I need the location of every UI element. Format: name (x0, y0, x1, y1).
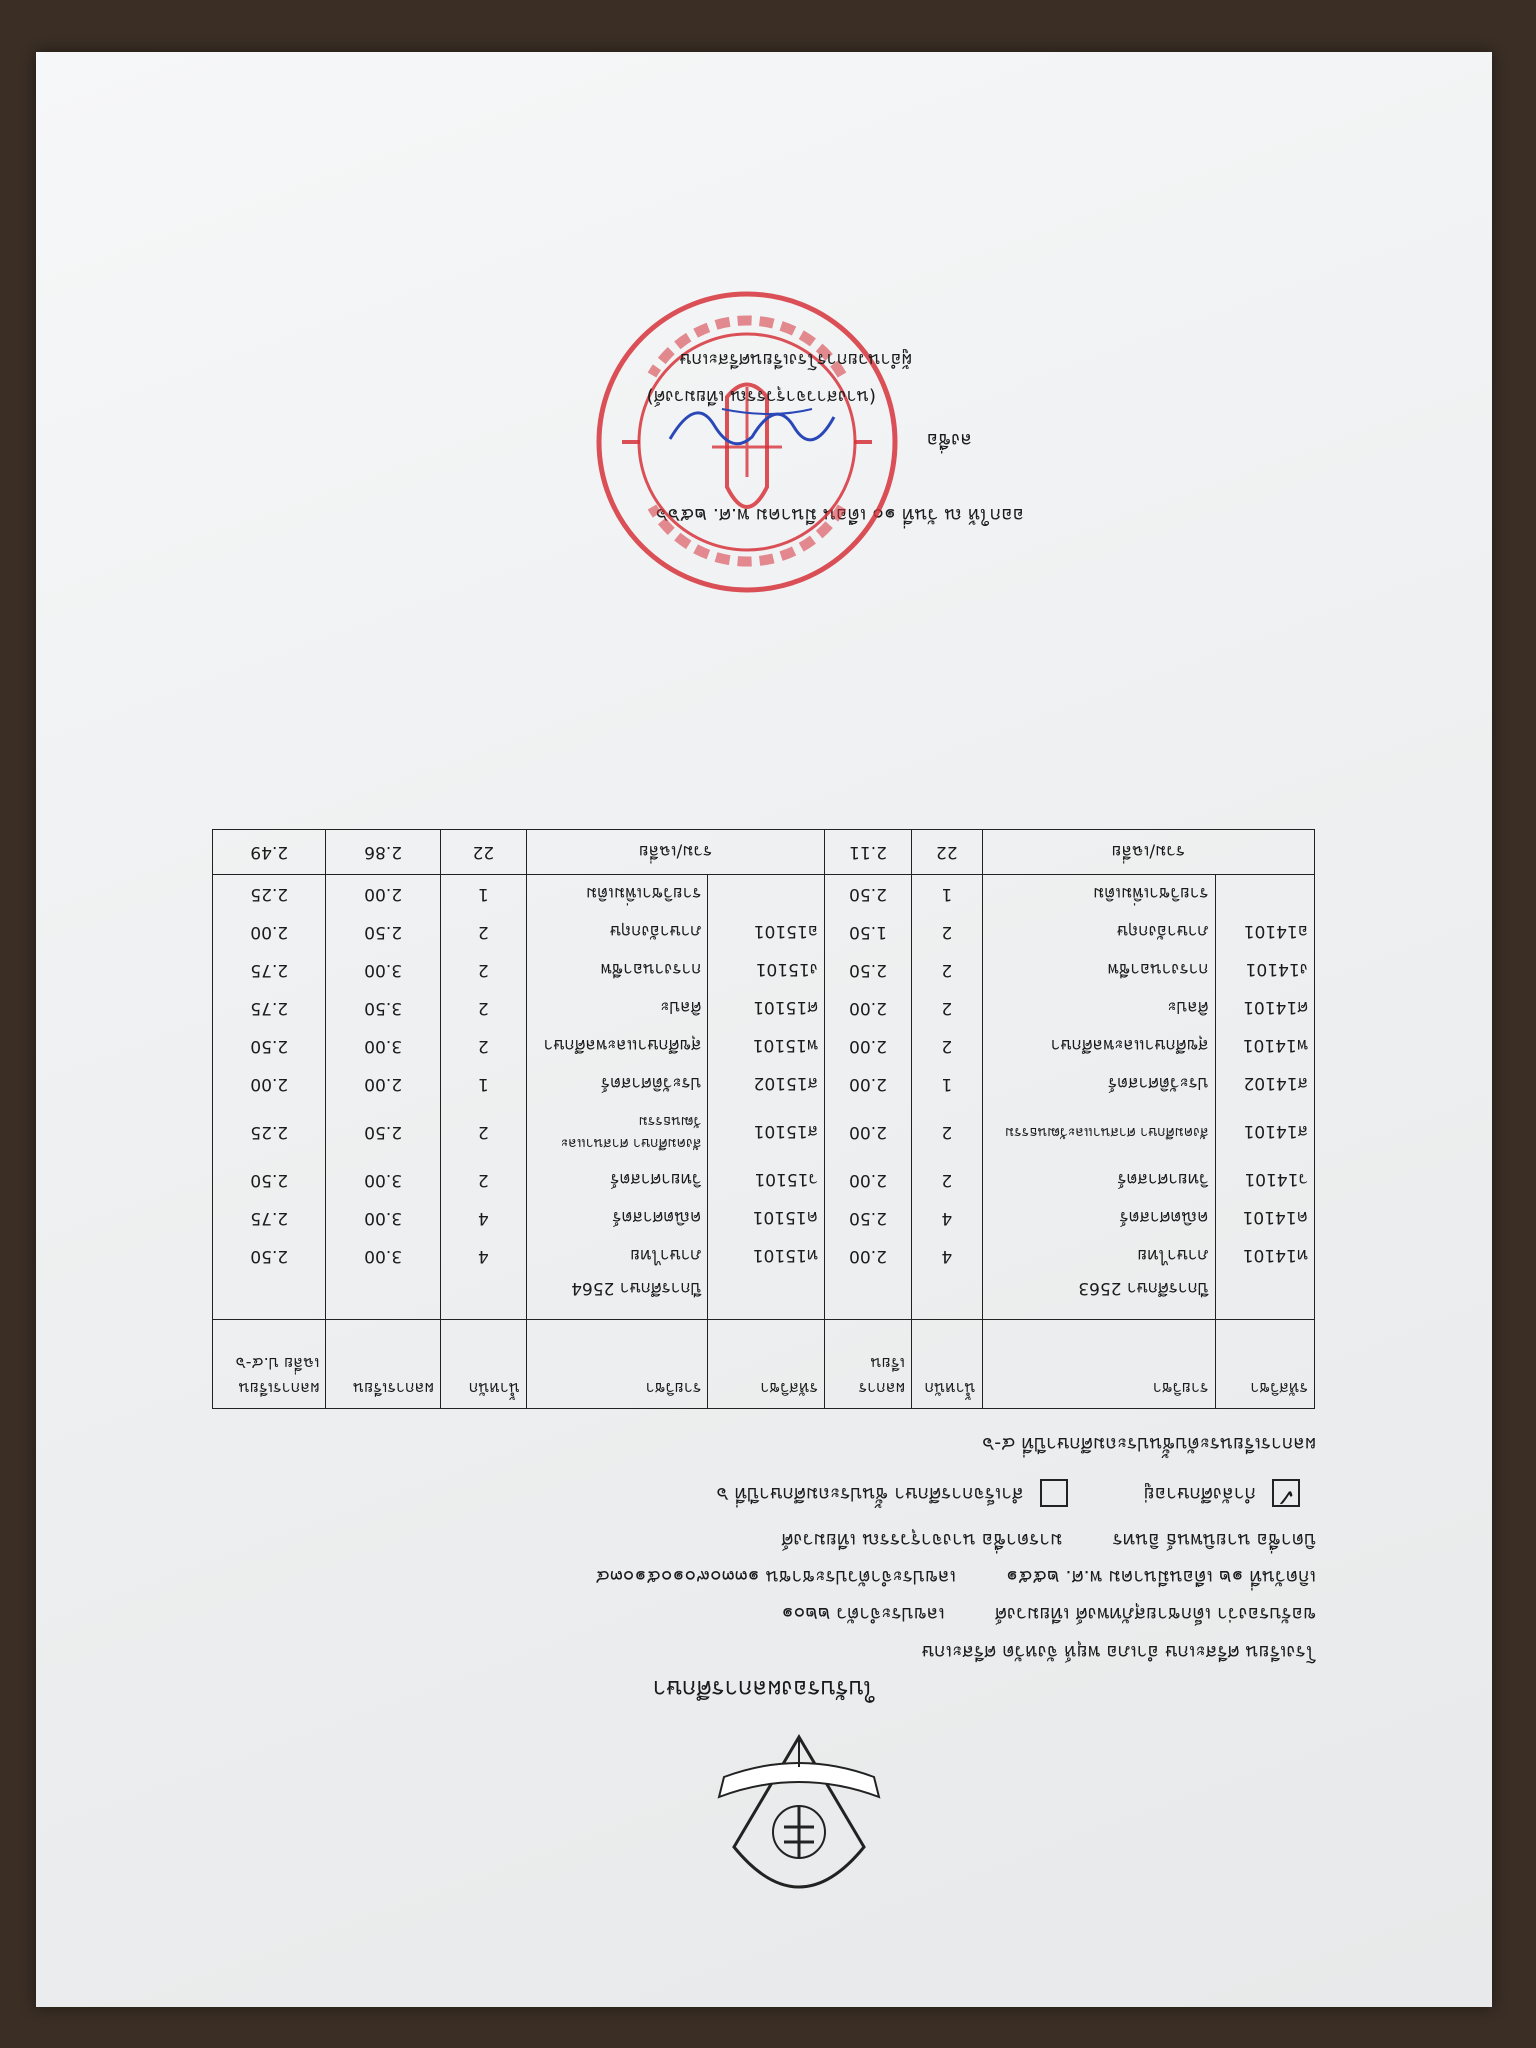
cell-grade-2: 3.00 (326, 1237, 440, 1275)
cell-average: 2.50 (213, 1027, 326, 1065)
term-label-left: ปีการศึกษา 2563 (982, 1275, 1215, 1320)
cell-weight-2: 2 (440, 1161, 526, 1199)
cell-average: 2.75 (213, 989, 326, 1027)
student-line (782, 1599, 1316, 1629)
cell-weight-1: 2 (911, 1027, 982, 1065)
table-row (213, 1027, 1315, 1065)
signer-role: ผู้อำนวยการโรงเรียนศรีสะเกษ (679, 349, 912, 370)
cell-subject-2: คณิตศาสตร์ (526, 1199, 708, 1237)
summary-grade-2: 2.86 (326, 830, 440, 875)
cell-average: 2.75 (213, 951, 326, 989)
cell-subject-2: วิทยาศาสตร์ (526, 1161, 708, 1199)
header-weight-1: น้ำหนัก (911, 1320, 982, 1409)
cell-code-2: ส15101 (708, 1103, 825, 1161)
birth-date: เกิดวันที่ ๑๒ เดือนมีนาคม พ.ศ. ๒๕๕๑ (1006, 1566, 1316, 1588)
cell-code-1: ค14101 (1215, 1199, 1314, 1237)
cell-weight-1: 2 (911, 913, 982, 951)
birth-line (595, 1562, 1316, 1592)
cell-grade-1: 2.50 (825, 951, 912, 989)
summary-label-right: รวม/เฉลี่ย (526, 830, 824, 875)
cell-weight-2: 2 (440, 1103, 526, 1161)
cell-grade-2: 3.50 (326, 989, 440, 1027)
status-options (646, 1479, 1300, 1509)
cell-average: 2.00 (213, 1065, 326, 1103)
cell-subject-1: การงานอาชีพ (982, 951, 1215, 989)
cell-average: 2.00 (213, 913, 326, 951)
cell-average: 2.25 (213, 1103, 326, 1161)
cell-subject-1: ภาษาไทย (982, 1237, 1215, 1275)
summary-weight-2: 22 (440, 830, 526, 875)
issue-date: ออกให้ ณ วันที่ ๑๐ เดือน มีนาคม พ.ศ. ๒๕๖๖ (655, 504, 1024, 526)
cell-subject-2: สังคมศึกษา ศาสนาและวัฒนธรรม (526, 1103, 708, 1161)
cell-subject-1: ประวัติศาสตร์ (982, 1065, 1215, 1103)
cell-grade-1: 2.00 (825, 1103, 912, 1161)
cell-code-2: ศ15101 (708, 989, 825, 1027)
cell-average: 2.50 (213, 1237, 326, 1275)
cell-weight-2: 2 (440, 1027, 526, 1065)
header-grade-2: ผลการเรียน (326, 1320, 440, 1409)
cell-weight-1: 4 (911, 1199, 982, 1237)
table-row (213, 1161, 1315, 1199)
header-grade-1: ผลการเรียน (825, 1320, 912, 1409)
cell-subject-2: ภาษาไทย (526, 1237, 708, 1275)
cell-code-1: อ14101 (1215, 913, 1314, 951)
completed-label: สำเร็จการศึกษา ชั้นประถมศึกษาปีที่ ๖ (716, 1483, 1024, 1505)
header-subject-2: รายวิชา (526, 1320, 708, 1409)
cell-code-2 (708, 875, 825, 914)
cell-code-1: ท14101 (1215, 1237, 1314, 1275)
cell-average: 2.75 (213, 1199, 326, 1237)
cell-subject-1: ศิลปะ (982, 989, 1215, 1027)
cell-subject-2: สุขศึกษาและพลศึกษา (526, 1027, 708, 1065)
cell-code-2: ค15101 (708, 1199, 825, 1237)
header-subject-1: รายวิชา (982, 1320, 1215, 1409)
cell-grade-1: 2.50 (825, 1199, 912, 1237)
header-code-2: รหัสวิชา (708, 1320, 825, 1409)
cell-weight-2: 4 (440, 1237, 526, 1275)
cell-code-2: ท15101 (708, 1237, 825, 1275)
cell-code-1: ส14101 (1215, 1103, 1314, 1161)
studying-checkbox (1272, 1480, 1300, 1508)
cell-weight-1: 2 (911, 1103, 982, 1161)
table-row (213, 875, 1315, 914)
cell-grade-1: 1.50 (825, 913, 912, 951)
school-emblem-icon (714, 1727, 884, 1917)
term-row (213, 1275, 1315, 1320)
document-title: ใบรับรองผลการศึกษา (652, 1675, 876, 1703)
cell-subject-1: วิทยาศาสตร์ (982, 1161, 1215, 1199)
cell-grade-2: 3.00 (326, 1161, 440, 1199)
signer-name: (นางสาวจารุวรรณ เทียมวงศ์) (646, 386, 876, 407)
school-line: โรงเรียน ศรีสะเกษ อำเภอ พยุห์ จังหวัด ศรีสะเกษ (921, 1641, 1316, 1663)
cell-code-2: อ15101 (708, 913, 825, 951)
summary-row (213, 830, 1315, 875)
cell-code-2: ว15101 (708, 1161, 825, 1199)
cell-grade-1: 2.50 (825, 875, 912, 914)
table-row (213, 1065, 1315, 1103)
student-name: ขอรับรองว่า เด็กชายสุภัทพงศ์ เทียมวงศ์ (994, 1603, 1316, 1625)
studying-label: กำลังศึกษาอยู่ (1143, 1483, 1256, 1505)
cell-code-1: ว14101 (1215, 1161, 1314, 1199)
cell-subject-1: สุขศึกษาและพลศึกษา (982, 1027, 1215, 1065)
cell-subject-1: ภาษาอังกฤษ (982, 913, 1215, 951)
cell-subject-2: ภาษาอังกฤษ (526, 913, 708, 951)
header-average: ผลการเรียนเฉลี่ย ป.๔-๖ (213, 1320, 326, 1409)
cell-grade-1: 2.00 (825, 1237, 912, 1275)
completed-checkbox (1040, 1480, 1068, 1508)
grades-table (212, 829, 1315, 1409)
cell-subject-2: รายวิชาเพิ่มเติม (526, 875, 708, 914)
table-row (213, 1199, 1315, 1237)
cell-code-1: ส14102 (1215, 1065, 1314, 1103)
header-code-1: รหัสวิชา (1215, 1320, 1314, 1409)
cell-grade-2: 2.00 (326, 1065, 440, 1103)
table-row (213, 951, 1315, 989)
cell-weight-2: 1 (440, 1065, 526, 1103)
cell-code-1: ศ14101 (1215, 989, 1314, 1027)
summary-weight-1: 22 (911, 830, 982, 875)
cell-grade-1: 2.00 (825, 1161, 912, 1199)
cell-grade-2: 2.00 (326, 875, 440, 914)
cell-weight-2: 1 (440, 875, 526, 914)
cell-subject-2: ประวัติศาสตร์ (526, 1065, 708, 1103)
cell-weight-1: 2 (911, 989, 982, 1027)
citizen-id: เลขประจำตัวประชาชน ๑๓๓๐๙๐๑๐๕๑๐๓๔ (595, 1566, 957, 1588)
parents-line (781, 1525, 1316, 1555)
cell-weight-1: 1 (911, 1065, 982, 1103)
table-caption: ผลการเรียนระดับชั้นประถมศึกษาปีที่ ๔-๖ (982, 1433, 1316, 1455)
cell-code-2: ง15101 (708, 951, 825, 989)
mother-name: มารดาชื่อ นางจารุวรรณ เทียมวงศ์ (781, 1529, 1063, 1551)
cell-grade-2: 3.00 (326, 951, 440, 989)
cell-grade-1: 2.00 (825, 989, 912, 1027)
summary-grade-1: 2.11 (825, 830, 912, 875)
table-row (213, 1103, 1315, 1161)
cell-grade-2: 2.50 (326, 913, 440, 951)
term-label-right: ปีการศึกษา 2564 (526, 1275, 708, 1320)
cell-weight-1: 4 (911, 1237, 982, 1275)
cell-weight-1: 1 (911, 875, 982, 914)
cell-subject-2: ศิลปะ (526, 989, 708, 1027)
cell-weight-2: 2 (440, 989, 526, 1027)
cell-subject-1: คณิตศาสตร์ (982, 1199, 1215, 1237)
cell-grade-2: 3.00 (326, 1027, 440, 1065)
cell-weight-1: 2 (911, 1161, 982, 1199)
cell-weight-1: 2 (911, 951, 982, 989)
cell-subject-1: สังคมศึกษา ศาสนาและวัฒนธรรม (982, 1103, 1215, 1161)
summary-average: 2.49 (213, 830, 326, 875)
cell-subject-1: รายวิชาเพิ่มเติม (982, 875, 1215, 914)
cell-code-1: พ14101 (1215, 1027, 1314, 1065)
father-name: บิดาชื่อ นายนิพนธ์ อินทร (1112, 1529, 1316, 1551)
cell-weight-2: 4 (440, 1199, 526, 1237)
cell-grade-1: 2.00 (825, 1065, 912, 1103)
header-weight-2: น้ำหนัก (440, 1320, 526, 1409)
document-rotated (36, 52, 1492, 2007)
table-row (213, 989, 1315, 1027)
table-row (213, 913, 1315, 951)
cell-weight-2: 2 (440, 951, 526, 989)
cell-code-1: ง14101 (1215, 951, 1314, 989)
cell-subject-2: การงานอาชีพ (526, 951, 708, 989)
cell-grade-1: 2.00 (825, 1027, 912, 1065)
cell-grade-2: 3.00 (326, 1199, 440, 1237)
cell-code-2: พ15101 (708, 1027, 825, 1065)
cell-code-1 (1215, 875, 1314, 914)
sign-label: ลงชื่อ (926, 429, 972, 451)
table-row (213, 1237, 1315, 1275)
cell-grade-2: 2.50 (326, 1103, 440, 1161)
cell-weight-2: 2 (440, 913, 526, 951)
student-id: เลขประจำตัว ๒๒๐๑ (781, 1603, 945, 1625)
summary-label-left: รวม/เฉลี่ย (982, 830, 1314, 875)
cell-average: 2.25 (213, 875, 326, 914)
cell-average: 2.50 (213, 1161, 326, 1199)
paper-sheet (36, 52, 1492, 2007)
cell-code-2: ส15102 (708, 1065, 825, 1103)
